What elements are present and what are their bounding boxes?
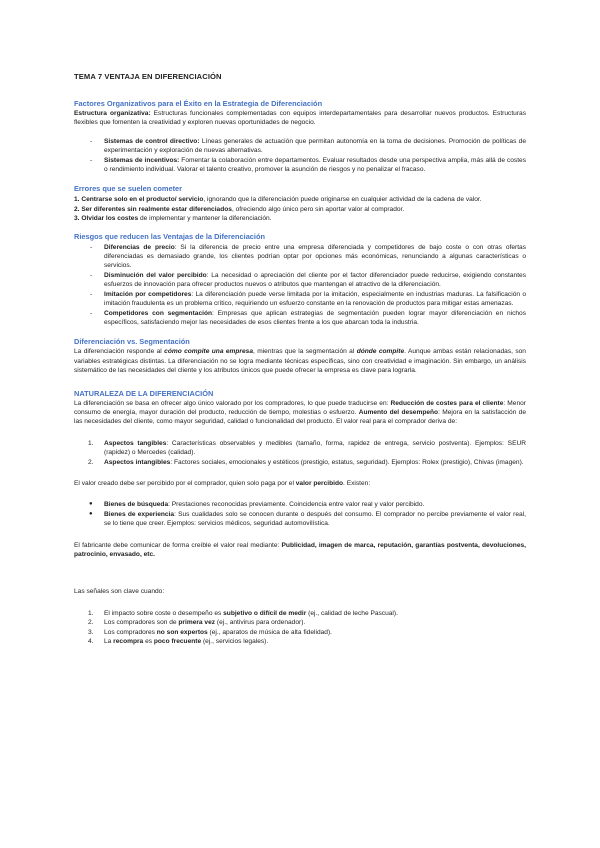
item-text: , ignorando que la diferenciación puede originarse en cualquier actividad de la cadena de valor.	[203, 196, 482, 204]
list-item	[74, 618, 526, 627]
dash-list	[74, 137, 526, 175]
list-marker: 4.	[88, 638, 94, 646]
item-text: (ej., servicios legales).	[201, 638, 269, 646]
emphasis-term: dónde compite	[356, 348, 405, 356]
paragraph-text: La diferenciación responde al	[74, 348, 165, 356]
item-text: La	[104, 638, 114, 646]
list-marker: -	[90, 271, 93, 279]
section-differentiation-vs-segmentation	[74, 337, 526, 375]
item-text: Líneas generales de actuación que permitan autonomía en la toma de decisiones. Promoción de políticas de experimentación y exploración de nuevas alternativas.	[104, 137, 527, 155]
list-item	[74, 290, 526, 309]
list-item	[74, 500, 526, 509]
list-item	[74, 271, 526, 290]
list-marker: 2.	[88, 619, 94, 627]
paragraph-text: : Mejora en la satisfacción de las necesidades del cliente, como mayor seguridad, calidad o funcionalidad del producto. El valor real para el comprador deriva de:	[74, 408, 526, 426]
bold-term: 2. Ser diferentes sin realmente estar diferenciados	[74, 205, 232, 213]
list-marker: -	[90, 137, 93, 145]
item-text: El impacto sobre coste o desempeño es	[104, 609, 224, 617]
bold-term: Estructura organizativa:	[74, 110, 151, 117]
bold-term: Sistemas de incentivos:	[104, 156, 180, 164]
bold-term: Aspectos tangibles	[104, 439, 167, 447]
item-text: Los compradores	[104, 628, 157, 636]
item-text: : Características observables y medibles (tamaño, forma, rapidez de entrega, servicio postventa). Ejemplos: SEUR (rapidez) o Mercedes (calidad).	[104, 439, 526, 457]
paragraph-text: Estructuras funcionales complementadas con equipos interdepartamentales para desarrollar nuevos productos. Estructuras flexibles que fomenten la creatividad y exploren nuevas oportunidades de negocio.	[74, 110, 526, 127]
item-text: : La necesidad o apreciación del cliente por el factor diferenciador puede reducirse, exigiendo constantes esfuerzos de innovación para ofrecer productos nuevos o atributos que mantengan el atractivo de la diferenciación.	[104, 271, 526, 289]
section-heading: Factores Organizativos para el Éxito en la Estrategia de Diferenciación	[74, 99, 323, 108]
list-marker: 1.	[88, 609, 94, 617]
paragraph-text: : Menor consumo de energía, mayor duración del producto, reducción de tiempo, molestias o esfuerzo.	[74, 399, 526, 416]
list-marker: 2.	[88, 458, 94, 466]
paragraph	[74, 479, 526, 488]
bold-term: valor percibido	[295, 479, 344, 487]
list-marker: -	[90, 290, 93, 298]
section-heading: Errores que se suelen cometer	[74, 184, 183, 194]
list-item	[74, 458, 526, 467]
dash-list	[74, 243, 526, 328]
bullet-marker: ●	[89, 510, 93, 517]
numbered-list	[74, 439, 526, 467]
item-text: : Prestaciones reconocidas previamente. Coincidencia entre valor real y valor percibido.	[168, 501, 425, 509]
bold-term: Diferencias de precio	[104, 243, 175, 251]
item-text: : Sus cualidades solo se conocen durante o después del consumo. El comprador no percibe previamente el valor real, se lo tiene que creer. Ejemplos: servicios médicos, seguridad automovilística.	[104, 510, 526, 528]
list-item	[74, 628, 526, 637]
list-marker: 3.	[88, 628, 94, 636]
paragraph: Las señales son clave cuando:	[74, 588, 165, 596]
bold-term: Bienes de búsqueda	[104, 501, 169, 509]
paragraph-text: . Aunque ambas están relacionadas, son variables estratégicas distintas. La diferenciación no se logra mediante técnicas específicas, sino con creatividad e imaginación. Sin embargo, un análisis sistemático de las necesidades del cliente y los atributos únicos que puede ofrecer la empresa es clave para lograrla.	[74, 348, 526, 375]
list-item	[74, 510, 526, 529]
paragraph-text: , mientras que la segmentación al	[253, 348, 357, 356]
section-heading: NATURALEZA DE LA DIFERENCIACIÓN	[74, 388, 214, 398]
list-marker: -	[90, 243, 93, 251]
paragraph	[74, 109, 526, 128]
bold-term: recompra	[113, 638, 144, 646]
paragraph-text: . Existen:	[343, 479, 371, 487]
list-marker: 1.	[88, 439, 94, 447]
list-item	[74, 309, 526, 328]
document-page	[74, 72, 526, 646]
paragraph-text: La diferenciación se basa en ofrecer algo único valorado por los compradores, lo que puede traducirse en:	[74, 399, 391, 407]
list-item	[74, 243, 526, 271]
item-text: : Empresas que aplican estrategias de segmentación pueden lograr mayor diferenciación en nichos específicos, satisfaciendo mejor las necesidades de esos clientes frente a los que abarcan toda la industria.	[104, 309, 527, 326]
list-marker: -	[90, 309, 93, 317]
item-text: : Si la diferencia de precio entre una empresa diferenciada y competidores de bajo coste o con otras ofertas diferenciadas es demasiado grande, los clientes podrían optar por opciones más económicas, renunciando a algunas características o servicios.	[104, 243, 526, 270]
list-item	[74, 156, 526, 175]
bold-term: subjetivo o difícil de medir	[223, 609, 307, 617]
item-text: , ofreciendo algo único pero sin aportar valor al comprador.	[231, 205, 405, 213]
section-organizational-factors	[74, 99, 526, 174]
bullet-list	[74, 500, 526, 528]
list-item	[74, 214, 526, 223]
list-item	[74, 439, 526, 458]
section-nature-of-differentiation	[74, 389, 526, 560]
document-title: TEMA 7 VENTAJA EN DIFERENCIACIÓN	[74, 72, 222, 81]
section-heading: Diferenciación vs. Segmentación	[74, 337, 190, 347]
bold-term: no son expertos	[156, 628, 208, 636]
section-common-errors	[74, 184, 526, 223]
item-text: Fomentar la colaboración entre departamentos. Evaluar resultados desde una perspectiva amplia, más allá de costes o rendimiento individual. Valorar el talento creativo, promover la asunción de riesgos y no penalizar el fracaso.	[104, 156, 526, 174]
bold-term: Disminución del valor percibido	[104, 271, 207, 279]
bold-term: Publicidad, imagen de marca, reputación, garantías postventa, devoluciones, patrocinio, envasado, etc.	[74, 541, 526, 558]
bold-term: Aspectos intangibles	[104, 458, 171, 466]
bold-term: 1. Centrarse solo en el producto/ servicio	[74, 196, 204, 204]
list-item	[74, 195, 526, 204]
paragraph-text: El fabricante debe comunicar de forma creíble el valor real mediante:	[74, 541, 282, 549]
list-marker: -	[90, 156, 93, 164]
item-text: : La diferenciación puede verse limitada por la imitación, especialmente en industrias maduras. La falsificación o imitación fraudulenta es un problema crítico, requiriendo un esfuerzo constante en la renovación de productos para mitigar estas amenazas.	[104, 290, 526, 308]
section-heading: Riesgos que reducen las Ventajas de la Diferenciación	[74, 231, 265, 241]
item-text: (ej., antivirus para ordenador).	[215, 619, 306, 627]
section-signals	[74, 587, 526, 646]
item-text: de implementar y mantener la diferenciación.	[138, 215, 272, 223]
item-text: es	[143, 638, 154, 646]
item-text: (ej., calidad de leche Pascual).	[306, 609, 398, 617]
paragraph	[74, 347, 526, 375]
bold-term: Bienes de experiencia	[104, 510, 175, 518]
bold-term: Sistemas de control directivo:	[104, 137, 200, 145]
bullet-marker: ●	[89, 501, 93, 508]
bold-term: poco frecuente	[153, 638, 202, 646]
numbered-list	[74, 195, 526, 223]
bold-term: Competidores con segmentación	[104, 309, 213, 317]
list-item	[74, 205, 526, 214]
bold-term: Imitación por competidores	[104, 290, 192, 298]
list-item	[74, 637, 526, 646]
paragraph-text: El valor creado debe ser percibido por el comprador, quien solo paga por el	[74, 479, 296, 487]
numbered-list	[74, 609, 526, 647]
paragraph	[74, 399, 526, 427]
bold-term: primera vez	[178, 619, 216, 627]
emphasis-term: cómo compite una empresa	[164, 348, 253, 356]
item-text: (ej., aparatos de música de alta fidelidad).	[207, 628, 332, 636]
bold-term: 3. Olvidar los costes	[74, 215, 139, 223]
list-item	[74, 609, 526, 618]
paragraph	[74, 541, 526, 560]
section-risks	[74, 232, 526, 328]
bold-term: Aumento del desempeño	[358, 408, 439, 416]
bold-term: Reducción de costes para el cliente	[390, 399, 504, 407]
list-item	[74, 137, 526, 156]
item-text: Los compradores son de	[104, 619, 179, 627]
item-text: : Factores sociales, emocionales y estéticos (prestigio, estatus, seguridad). Ejemplos: Rolex (prestigio), Chivas (imagen).	[170, 458, 524, 466]
